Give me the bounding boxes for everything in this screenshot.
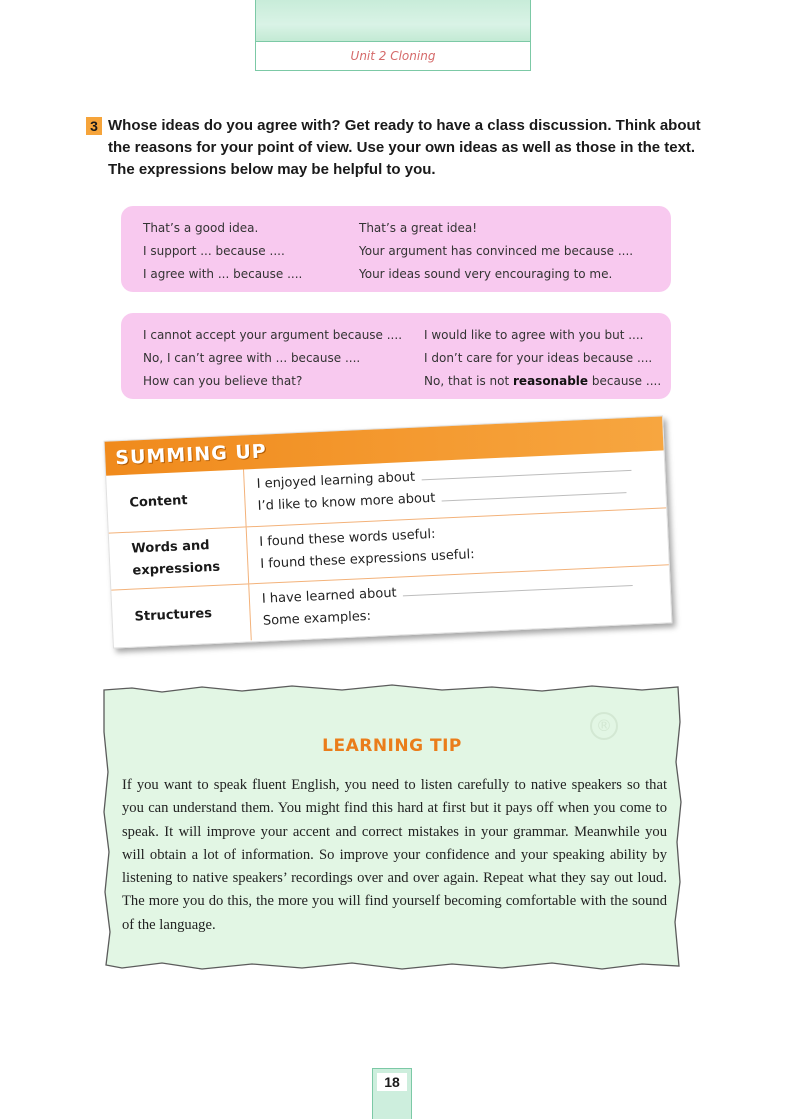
expression: I support ... because .... <box>143 244 285 258</box>
summing-up-rows <box>106 450 671 646</box>
expression: How can you believe that? <box>143 374 303 388</box>
expression: No, I can’t agree with ... because .... <box>143 351 361 365</box>
expression-end: because .... <box>591 374 662 388</box>
disagree-expressions-box <box>121 313 671 399</box>
learning-tip-body: If you want to speak fluent English, you need to listen carefully to native speakers so that you can understand them. You might find this hard at first but it pays off when you come to speak. It will improve your accent and correct mistakes in your grammar. Meanwhile you will obtain a lot of information. So improve your confidence and your speaking ability by listening to native speakers’ recordings over and over again. Repeat what they say out loud. The more you do this, the more you will find yourself becoming comfortable with the sound of the language. <box>122 777 667 933</box>
summing-up-card <box>104 415 673 648</box>
row-prompts <box>256 456 646 518</box>
expression <box>424 370 661 393</box>
unit-header-tab <box>255 0 531 71</box>
task-number-badge: 3 <box>86 117 102 135</box>
header-band <box>256 0 530 42</box>
prompt-text: I enjoyed learning about <box>256 469 416 492</box>
prompt-text: I’d like to know more about <box>257 490 436 514</box>
expression-start: No, that is not <box>424 374 510 388</box>
row-category: Content <box>106 469 246 532</box>
expression: I would like to agree with you but .... <box>424 328 644 342</box>
agree-expressions-box <box>121 206 671 292</box>
learning-tip-title: LEARNING TIP <box>322 736 462 756</box>
expression: I agree with ... because .... <box>143 267 303 281</box>
expression: That’s a good idea. <box>143 221 259 235</box>
expression: Your ideas sound very encouraging to me. <box>359 267 613 281</box>
disagree-right-column <box>424 324 661 393</box>
expression: I cannot accept your argument because .... <box>143 328 403 342</box>
task-instruction <box>86 115 716 181</box>
prompt-line: I found these words useful: <box>258 526 436 550</box>
page-number: 18 <box>377 1073 407 1091</box>
disagree-left-column <box>143 324 402 393</box>
page-number-tab <box>372 1068 412 1119</box>
emphasized-word: reasonable <box>513 374 589 388</box>
fill-in-line[interactable] <box>421 459 631 481</box>
fill-in-line[interactable] <box>402 574 632 596</box>
row-category: Structures <box>111 584 251 646</box>
expression: I don’t care for your ideas because .... <box>424 351 653 365</box>
unit-title: Unit 2 Cloning <box>350 49 436 63</box>
agree-right-column <box>359 217 633 286</box>
registered-mark-icon: ® <box>590 712 618 740</box>
prompt-line: Some examples: <box>262 608 372 629</box>
summing-up-title: SUMMING UP <box>114 440 268 470</box>
expression: Your argument has convinced me because .... <box>359 244 634 258</box>
learning-tip-panel <box>102 682 682 972</box>
row-prompts <box>259 514 649 576</box>
prompt-text: I have learned about <box>261 585 397 607</box>
prompt-line: I found these expressions useful: <box>259 547 475 572</box>
task-text: Whose ideas do you agree with? Get ready to have a class discussion. Think about the reasons for your point of view. Use your own ideas as well as those in the text. The expressions below may be helpful to you. <box>108 117 701 178</box>
row-prompts <box>261 571 651 633</box>
row-category: Words and expressions <box>109 527 249 589</box>
expression: That’s a great idea! <box>359 221 478 235</box>
agree-left-column <box>143 217 302 286</box>
